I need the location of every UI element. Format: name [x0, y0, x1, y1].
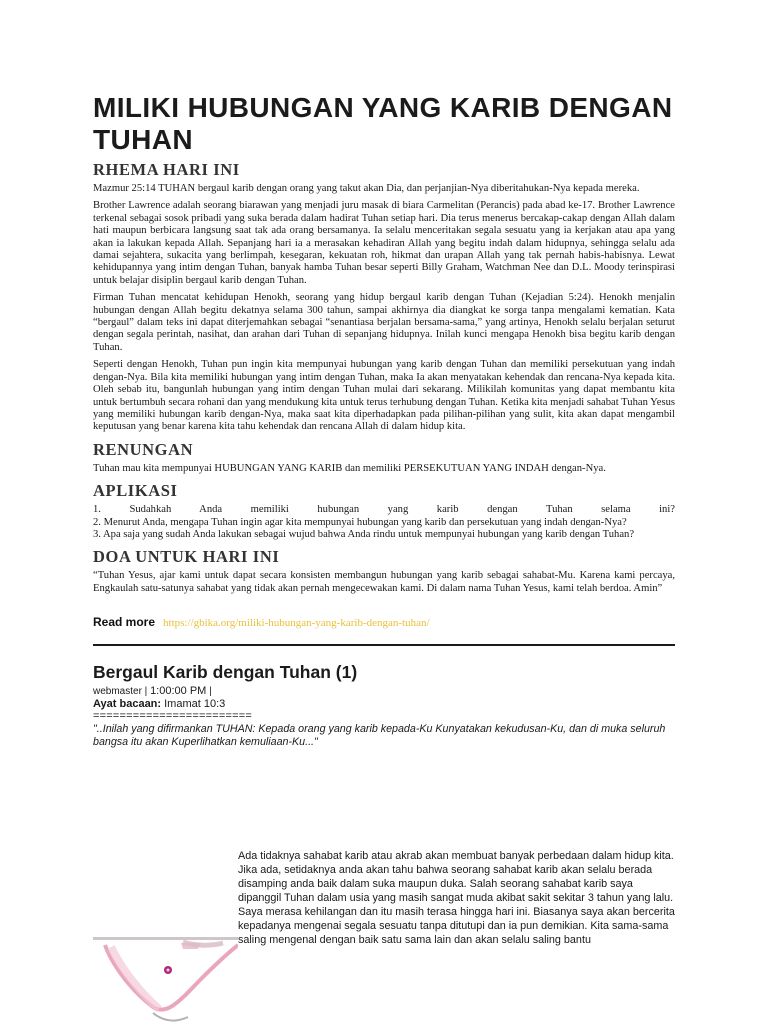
rhema-paragraph-4: Seperti dengan Henokh, Tuhan pun ingin kita mempunyai hubungan yang karib dengan Tuhan dan memiliki persekutuan yang indah dengan-Nya. Bila kita memiliki hubungan yang intim dengan Tuhan, maka Ia akan menyatakan kehendak dan rencana-Nya kepada kita. Oleh sebab itu, bangunlah hubungan yang intim dengan Tuhan mulai dari sekarang. Milikilah komunitas yang dapat membantu kita untuk bertumbuh secara rohani dan yang mendukung kita untuk terus terhubung dengan Tuhan. Ketika kita menjadi sahabat Tuhan Yesus yang memiliki hubungan karib dengan-Nya, maka saat kita diperhadapkan pada pilihan-pilihan yang sulit, kita akan dapat mengambil keputusan yang benar karena kita tahu kehendak dan rencana Allah di dalam hidup kita. — [93, 359, 675, 433]
aplikasi-item-2: 2. Menurut Anda, mengapa Tuhan ingin agar kita mempunyai hubungan yang karib dan persekutuan yang indah dengan-Nya? — [93, 516, 627, 528]
aplikasi-item-3: 3. Apa saja yang sudah Anda lakukan sebagai wujud bahwa Anda rindu untuk mempunyai hubungan yang karib dengan Tuhan? — [93, 528, 635, 540]
ayat-value: Imamat 10:3 — [164, 698, 226, 711]
rhema-paragraph-3: Firman Tuhan mencatat kehidupan Henokh, seorang yang hidup bergaul karib dengan Tuhan (Kejadian 5:24). Henokh menjalin hubungan dengan Allah begitu dekatnya selama 300 tahun, sampai akhirnya dia diangkat ke sorga tanpa mengalami kematian. Kata “bergaul” dalam teks ini dapat diterjemahkan sebagai “senantiasa berjalan bersama-sama,” yang artinya, Henokh selalu berjalan seturut dengan segala perintah, nasihat, dan arahan dari Tuhan di sepanjang hidupnya. Inilah kunci mengapa Henokh bisa begitu karib dengan Tuhan. — [93, 292, 675, 353]
rhema-paragraph-1: Mazmur 25:14 TUHAN bergaul karib dengan orang yang takut akan Dia, dan perjanjian-Nya diberitahukan-Nya kepada mereka. — [93, 183, 640, 194]
ayat-bacaan — [93, 698, 675, 711]
read-more-line — [93, 615, 675, 629]
post-author[interactable]: webmaster — [93, 686, 142, 698]
doa-heading: DOA UNTUK HARI INI — [93, 547, 280, 567]
post-meta: webmaster | 1:00:00 PM | — [93, 685, 212, 698]
heart-illustration-icon — [93, 937, 238, 1024]
rhema-paragraph-2: Brother Lawrence adalah seorang biarawan yang menjadi juru masak di biara Carmelitan (Perancis) pada abad ke-17. Brother Lawrence terkenal sebagai sosok pribadi yang suka berada dalam hadirat Tuhan setiap hari. Dia terus menerus bercakap-cakap dengan Allah dalam hati maupun berbicara langsung saat tak ada orang bersamanya. Ia selalu menceritakan segala sesuatu yang ia kerjakan atau apa yang akan ia lakukan kepada Allah. Sepanjang hari ia a merasakan kehadiran Allah yang begitu indah dalam hidupnya, sehingga selalu ada damai sejahtera, sukacita yang berlimpah, kesegaran, kekuatan roh, hikmat dan urapan Allah yang tak pernah habis-habisnya. Lewat kehidupannya yang intim dengan Tuhan, banyak hamba Tuhan besar seperti Billy Graham, Watchman Nee dan D.L. Moody terinspirasi untuk belajar disiplin bergaul karib dengan Tuhan. — [93, 200, 675, 286]
divider — [93, 644, 675, 646]
renungan-text: Tuhan mau kita mempunyai HUBUNGAN YANG KARIB dan memiliki PERSEKUTUAN YANG INDAH dengan-Nya. — [93, 462, 606, 474]
aplikasi-item-1: 1. Sudahkah Anda memiliki hubungan yang karib dengan Tuhan selama ini? — [93, 504, 675, 516]
post-body: Ada tidaknya sahabat karib atau akrab akan membuat banyak perbedaan dalam hidup kita. Jika ada, setidaknya anda akan tahu bahwa seorang sahabat karib akan selalu berada disamping anda baik dalam suka maupun duka. Salah seorang sahabat karib saya dipanggil Tuhan dalam usia yang masih sangat muda akibat sakit sekitar 3 tahun yang lalu. Saya merasa kehilangan dan itu masih terasa hingga hari ini. Biasanya saya akan bercerita kepadanya mengenai segala sesuatu tanpa ditutupi dan ia pun demikian. Kita sama-sama saling mengenal dengan baik satu sama lain dan akan selalu saling bantu — [238, 850, 675, 946]
post-title[interactable]: Bergaul Karib dengan Tuhan (1) — [93, 662, 358, 683]
post-quote: "..Inilah yang difirmankan TUHAN: Kepada orang yang karib kepada-Ku Kunyatakan kekudusan-Ku, dan di muka seluruh bangsa itu akan Kuperlihatkan kemuliaan-Ku..." — [93, 723, 666, 749]
rhema-heading: RHEMA HARI INI — [93, 160, 240, 179]
post-time[interactable]: 1:00:00 PM — [150, 685, 207, 698]
aplikasi-heading: APLIKASI — [93, 481, 178, 501]
doa-text: “Tuhan Yesus, ajar kami untuk dapat secara konsisten membangun hubungan yang karib sebagai sahabat-Mu. Karena kami percaya, Engkaulah satu-satunya sahabat yang tidak akan pernah mengecewakan kami. Di dalam nama Tuhan Yesus, kami telah berdoa. Amin” — [93, 570, 675, 594]
post-illustration-image — [93, 937, 238, 1024]
page-title: MILIKI HUBUNGAN YANG KARIB DENGAN TUHAN — [93, 92, 673, 155]
ayat-label: Ayat bacaan: — [93, 698, 162, 711]
article — [93, 92, 675, 749]
read-more-link[interactable]: https://gbika.org/miliki-hubungan-yang-karib-dengan-tuhan/ — [163, 617, 430, 630]
separator-line: ======================== — [93, 711, 252, 723]
read-more-label: Read more — [93, 615, 156, 630]
renungan-heading: RENUNGAN — [93, 439, 194, 459]
